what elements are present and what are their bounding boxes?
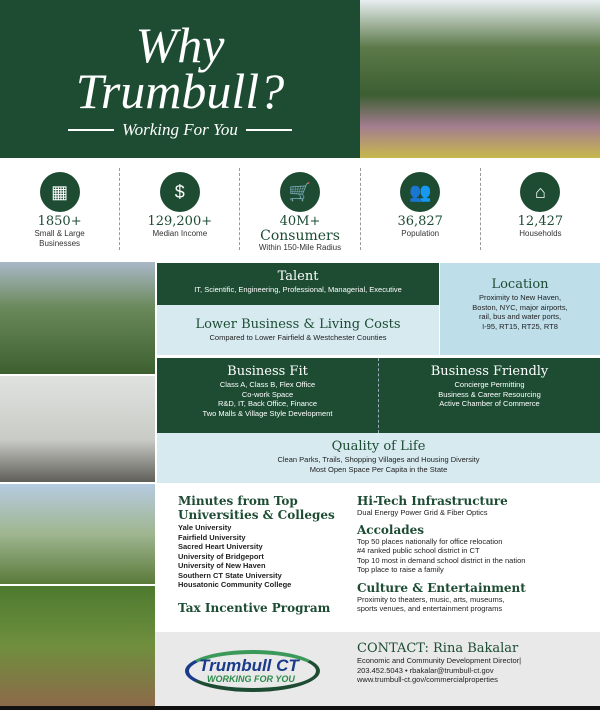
fit-line: Class A, Class B, Flex Office [219,380,316,389]
location-line: Boston, NYC, major airports, [472,302,568,312]
village-photo [0,484,155,584]
house-icon: ⌂ [520,172,560,212]
stat-income [120,168,240,250]
storefront-icon: ▦ [40,172,80,212]
quality-title: Quality of Life [331,439,426,454]
universities-list [178,523,348,590]
fit-line: Two Malls & Village Style Development [202,408,333,418]
stat-label: Small & Large Businesses [34,229,85,248]
hero-banner [0,0,360,158]
stat-value: 12,427 [517,214,564,229]
stat-value: 40M+ [279,214,321,229]
stat-consumers [240,168,360,250]
costs-desc: Compared to Lower Fairfield & Westchester Counties [209,333,387,342]
contact-band [155,632,600,706]
contact-role: Economic and Community Development Director| [357,656,522,665]
location-line: rail, bus and water ports, [478,312,562,321]
location-box [440,263,600,355]
people-icon: 👥 [400,172,440,212]
logo-tagline: WORKING FOR YOU [207,674,295,684]
university-item: University of Bridgeport [178,551,264,561]
contact-url[interactable]: www.trumbull-ct.gov/commercialproperties [357,675,498,684]
friendly-line: Concierge Permitting [454,380,525,389]
stat-label: Population [401,229,440,238]
university-item: University of New Haven [178,561,266,570]
dollar-icon: $ [160,172,200,212]
university-item: Yale University [178,523,232,532]
stat-value: 129,200+ [147,214,213,229]
costs-title: Lower Business & Living Costs [195,317,401,332]
university-item: Southern CT State University [178,570,282,580]
location-line: Proximity to New Haven, [478,293,562,302]
talent-desc: IT, Scientific, Engineering, Professional, Managerial, Executive [194,285,402,294]
talent-box [157,263,439,305]
quality-line: Most Open Space Per Capita in the State [309,464,448,474]
university-item: Housatonic Community College [178,580,292,589]
culture-title: Culture & Entertainment [357,580,526,595]
contact-info [357,642,521,685]
universities-title: Minutes from Top Universities & Colleges [178,494,335,522]
stat-value-2: Consumers [260,228,340,244]
accolade-item: Top 50 places nationally for office relocation [357,536,503,546]
university-item: Fairfield University [178,532,246,542]
bottom-border [0,706,600,710]
logo-name: Trumbull CT [199,656,299,675]
accolade-item: Top 10 most in demand school district in the nation [357,555,526,565]
title-trumbull: Trumbull? [75,63,285,119]
friendly-line: Active Chamber of Commerce [439,399,540,408]
accolade-item: Top place to raise a family [357,565,444,574]
tax-incentive-title: Tax Incentive Program [178,600,331,615]
stat-label: Median Income [152,229,208,238]
fit-line: R&D, IT, Back Office, Finance [217,399,318,408]
talent-title: Talent [277,269,319,284]
office-building-photo [0,376,155,482]
accolade-item: #4 ranked public school district in CT [357,546,480,555]
university-item: Sacred Heart University [178,542,263,551]
contact-phone-email[interactable]: 203.452.5043 • rbakalar@trumbull-ct.gov [357,665,494,675]
statue-garden-photo [360,0,600,158]
office-park-photo [0,262,155,374]
location-line: I-95, RT15, RT25, RT8 [482,321,558,331]
stat-value: 1850+ [37,214,82,229]
friendly-title: Business Friendly [430,364,549,379]
contact-title: CONTACT: Rina Bakalar [357,641,519,656]
business-row [157,358,600,433]
stat-label: Within 150-Mile Radius [258,243,342,252]
hitech-title: Hi-Tech Infrastructure [357,494,508,508]
quality-box [157,433,600,483]
quality-line: Clean Parks, Trails, Shopping Villages and Housing Diversity [277,455,480,464]
title-why: Why [135,17,225,73]
stat-value: 36,827 [397,214,443,229]
universities-section [178,494,348,615]
stat-population [361,168,481,250]
business-friendly-box [379,358,600,433]
costs-box [157,305,439,355]
friendly-line: Business & Career Resourcing [438,389,541,399]
culture-line: sports venues, and entertainment programs [357,604,503,613]
business-fit-box [157,358,379,433]
hitech-desc: Dual Energy Power Grid & Fiber Optics [357,508,488,517]
cart-icon: 🛒 [280,172,320,212]
trumbull-logo [185,644,320,694]
accolades-title: Accolades [357,522,425,537]
culture-line: Proximity to theaters, music, arts, museums, [357,594,505,604]
right-sections [357,494,597,614]
stat-businesses [0,168,120,250]
trail-photo [0,586,155,706]
stats-row [0,160,600,260]
stat-households [481,168,600,250]
fit-line: Co-work Space [241,389,294,399]
hero-subtitle: Working For You [122,120,238,139]
stat-label: Households [519,229,562,238]
fit-title: Business Fit [227,364,308,379]
location-title: Location [491,277,549,292]
